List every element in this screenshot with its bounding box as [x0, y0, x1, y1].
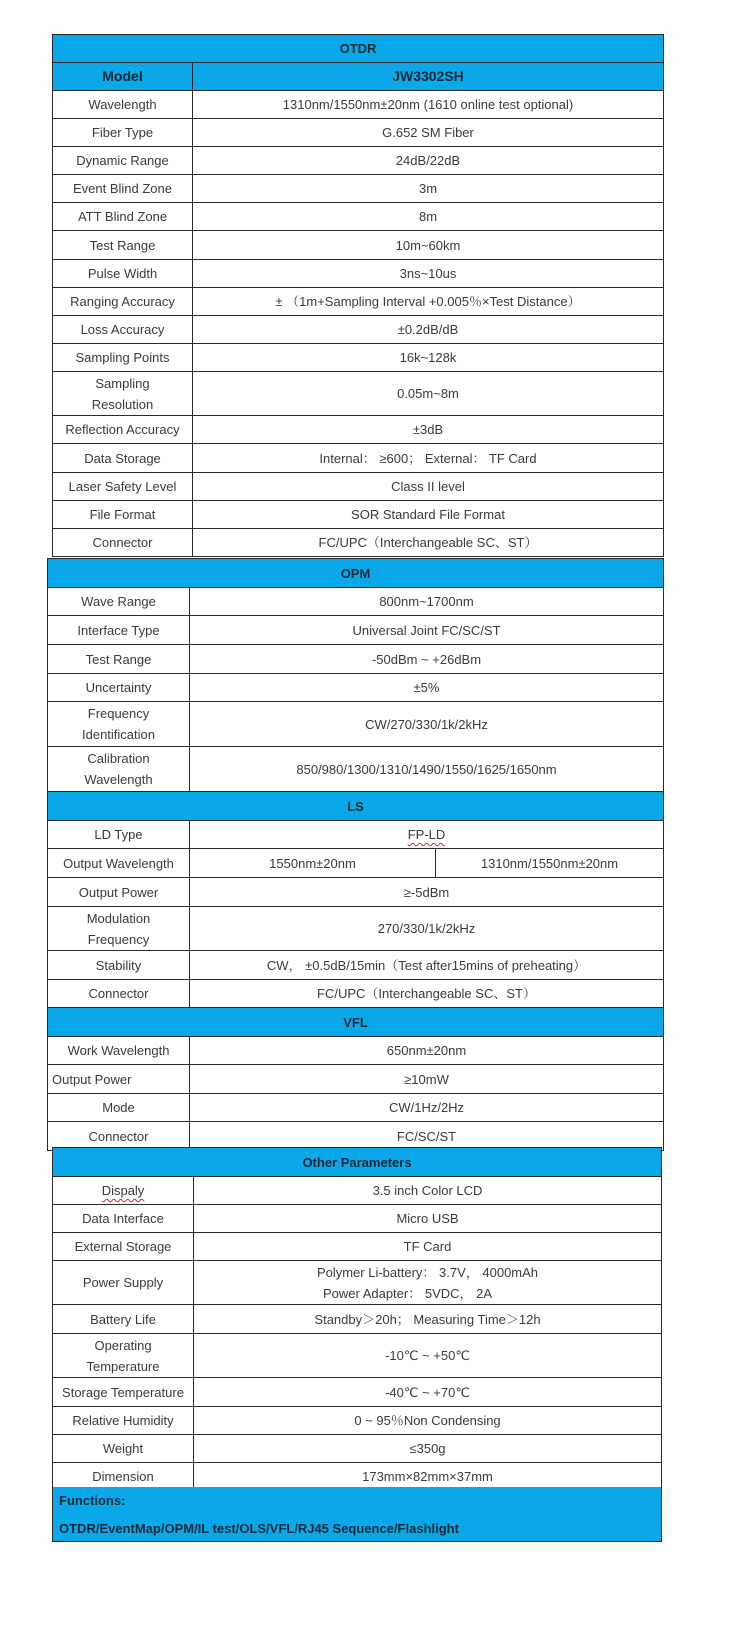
row-value: 3ns~10us	[193, 260, 664, 288]
row-value: CW， ±0.5dB/15min（Test after15mins of preheating）	[190, 951, 664, 980]
row-label: External Storage	[53, 1233, 194, 1261]
display-value: 3.5 inch Color LCD	[194, 1177, 662, 1205]
row-label: Storage Temperature	[53, 1378, 194, 1407]
row-label: Dimension	[53, 1463, 194, 1491]
row-label: Output Power	[48, 1065, 190, 1094]
output-wavelength-b: 1310nm/1550nm±20nm	[436, 849, 664, 878]
row-value: Standby＞20h； Measuring Time＞12h	[194, 1305, 662, 1334]
opm-title: OPM	[48, 559, 664, 588]
row-value: FC/SC/ST	[190, 1122, 664, 1151]
row-value: Internal： ≥600； External： TF Card	[193, 444, 664, 473]
row-label: Connector	[48, 980, 190, 1008]
row-value: 850/980/1300/1310/1490/1550/1625/1650nm	[190, 747, 664, 792]
output-wavelength-label: Output Wavelength	[48, 849, 190, 878]
row-value: FC/UPC（Interchangeable SC、ST）	[190, 980, 664, 1008]
row-value: 270/330/1k/2kHz	[190, 907, 664, 951]
row-label: File Format	[53, 501, 193, 529]
row-label: Data Interface	[53, 1205, 194, 1233]
row-value: 0 ~ 95％Non Condensing	[194, 1407, 662, 1435]
row-value: CW/1Hz/2Hz	[190, 1094, 664, 1122]
row-value: SOR Standard File Format	[193, 501, 664, 529]
row-label: Stability	[48, 951, 190, 980]
other-parameters-table	[52, 1147, 662, 1491]
row-label: Relative Humidity	[53, 1407, 194, 1435]
row-label: ATT Blind Zone	[53, 203, 193, 231]
row-value: -40℃ ~ +70℃	[194, 1378, 662, 1407]
model-value: JW3302SH	[193, 63, 664, 91]
other-title: Other Parameters	[53, 1148, 662, 1177]
row-value: CW/270/330/1k/2kHz	[190, 702, 664, 747]
functions-value: OTDR/EventMap/OPM/IL test/OLS/VFL/RJ45 Sequence/Flashlight	[59, 1521, 459, 1536]
row-label: Connector	[53, 529, 193, 557]
row-label: Interface Type	[48, 616, 190, 645]
row-label: Loss Accuracy	[53, 316, 193, 344]
row-value: 173mm×82mm×37mm	[194, 1463, 662, 1491]
row-label: Reflection Accuracy	[53, 416, 193, 444]
row-label: Modulation Frequency	[48, 907, 190, 951]
row-value: -50dBm ~ +26dBm	[190, 645, 664, 674]
row-value: 8m	[193, 203, 664, 231]
row-label: Test Range	[48, 645, 190, 674]
row-value: 650nm±20nm	[190, 1037, 664, 1065]
functions-title: Functions:	[59, 1493, 126, 1508]
row-value: 10m~60km	[193, 231, 664, 260]
row-value: Class II level	[193, 473, 664, 501]
otdr-table	[52, 34, 664, 557]
row-value: 1310nm/1550nm±20nm (1610 online test optional)	[193, 91, 664, 119]
power-supply-value	[194, 1261, 662, 1305]
row-label: Mode	[48, 1094, 190, 1122]
row-label: Ranging Accuracy	[53, 288, 193, 316]
row-label: Dynamic Range	[53, 147, 193, 175]
row-value: ≥10mW	[190, 1065, 664, 1094]
functions-block	[52, 1487, 662, 1542]
ls-title: LS	[48, 792, 664, 821]
row-label: Weight	[53, 1435, 194, 1463]
row-value: TF Card	[194, 1233, 662, 1261]
row-value: Universal Joint FC/SC/ST	[190, 616, 664, 645]
row-value: ± （1m+Sampling Interval +0.005％×Test Distance）	[193, 288, 664, 316]
row-label: Battery Life	[53, 1305, 194, 1334]
row-value: ≥-5dBm	[190, 878, 664, 907]
row-value: ±3dB	[193, 416, 664, 444]
row-label: Fiber Type	[53, 119, 193, 147]
opm-ls-vfl-table	[47, 558, 664, 1151]
row-label: Sampling Points	[53, 344, 193, 372]
row-label: Uncertainty	[48, 674, 190, 702]
ld-type-value: FP-LD	[407, 827, 446, 842]
power-supply-label: Power Supply	[53, 1261, 194, 1305]
row-value: ≤350g	[194, 1435, 662, 1463]
row-value: 24dB/22dB	[193, 147, 664, 175]
row-label: Operating Temperature	[53, 1334, 194, 1378]
row-value: 0.05m~8m	[193, 372, 664, 416]
row-label: Data Storage	[53, 444, 193, 473]
row-label: Output Power	[48, 878, 190, 907]
row-value: Micro USB	[194, 1205, 662, 1233]
row-label: Pulse Width	[53, 260, 193, 288]
row-label: Wave Range	[48, 588, 190, 616]
row-label: Test Range	[53, 231, 193, 260]
row-value: -10℃ ~ +50℃	[194, 1334, 662, 1378]
power-line-1: Polymer Li-battery： 3.7V， 4000mAh	[316, 1264, 539, 1280]
otdr-title: OTDR	[53, 35, 664, 63]
row-label: Event Blind Zone	[53, 175, 193, 203]
model-label: Model	[53, 63, 193, 91]
row-value: 800nm~1700nm	[190, 588, 664, 616]
ld-type-label: LD Type	[48, 821, 190, 849]
row-label: Calibration Wavelength	[48, 747, 190, 792]
row-value: 3m	[193, 175, 664, 203]
row-value: 16k~128k	[193, 344, 664, 372]
row-value: G.652 SM Fiber	[193, 119, 664, 147]
vfl-title: VFL	[48, 1008, 664, 1037]
display-label: Dispaly	[101, 1183, 145, 1198]
power-line-2: Power Adapter： 5VDC， 2A	[322, 1285, 493, 1301]
row-label: Frequency Identification	[48, 702, 190, 747]
row-label: Laser Safety Level	[53, 473, 193, 501]
row-label: Wavelength	[53, 91, 193, 119]
row-label: Connector	[48, 1122, 190, 1151]
row-value: ±0.2dB/dB	[193, 316, 664, 344]
row-label: Sampling Resolution	[53, 372, 193, 416]
output-wavelength-a: 1550nm±20nm	[190, 849, 436, 878]
row-value: FC/UPC（Interchangeable SC、ST）	[193, 529, 664, 557]
row-value: ±5%	[190, 674, 664, 702]
row-label: Work Wavelength	[48, 1037, 190, 1065]
